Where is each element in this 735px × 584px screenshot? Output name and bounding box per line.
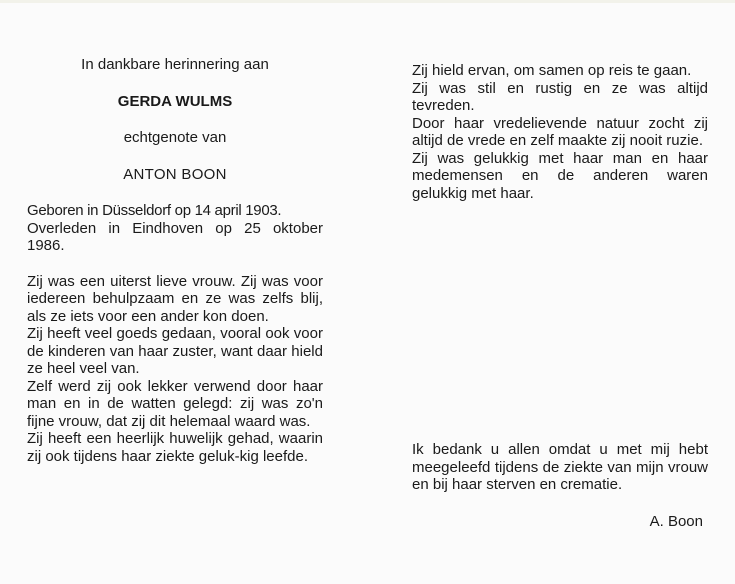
card-top-edge	[0, 0, 735, 3]
life-dates	[27, 202, 323, 255]
signature: A. Boon	[649, 513, 703, 530]
left-body	[27, 273, 323, 466]
spouse-name: ANTON BOON	[123, 165, 227, 183]
paragraph: Zij heeft een heerlijk huwelijk gehad, waarin zij ook tijdens haar ziekte geluk-kig leefde.	[27, 430, 323, 465]
paragraph: Zelf werd zij ook lekker verwend door haar man en in de watten gelegd: zij was zo'n fijne vrouw, dat zij dit helemaal waard was.	[27, 377, 323, 430]
paragraph: Door haar vredelievende natuur zocht zij altijd de vrede en zelf maakte zij nooit ruzie.	[412, 114, 708, 149]
closing-text: Ik bedank u allen omdat u met mij hebt meegeleefd tijdens de ziekte van mijn vrouw en bij haar sterven en crematie.	[412, 441, 708, 493]
paragraph: Zij was stil en rustig en ze was altijd tevreden.	[412, 79, 708, 114]
paragraph: Zij heeft veel goeds gedaan, vooral ook voor de kinderen van haar zuster, want daar hield ze heel veel van.	[27, 325, 323, 377]
paragraph: Zij hield ervan, om samen op reis te gaan.	[412, 62, 692, 79]
right-page	[412, 62, 708, 202]
birth-line: Geboren in Düsseldorf op 14 april 1903.	[27, 202, 282, 219]
spouse-label: echtgenote van	[123, 129, 227, 146]
paragraph: Zij was een uiterst lieve vrouw. Zij was voor iedereen behulpzaam en ze was zelfs blij, als ze iets voor een ander kon doen.	[27, 272, 323, 325]
death-line: Overleden in Eindhoven op 25 oktober 1986.	[27, 219, 323, 254]
left-page	[27, 56, 323, 465]
deceased-name: GERDA WULMS	[117, 92, 233, 110]
closing-message	[412, 441, 708, 494]
paragraph: Zij was gelukkig met haar man en haar medemensen en de anderen waren gelukkig met haar.	[412, 149, 708, 202]
intro-text: In dankbare herinnering aan	[81, 56, 269, 73]
